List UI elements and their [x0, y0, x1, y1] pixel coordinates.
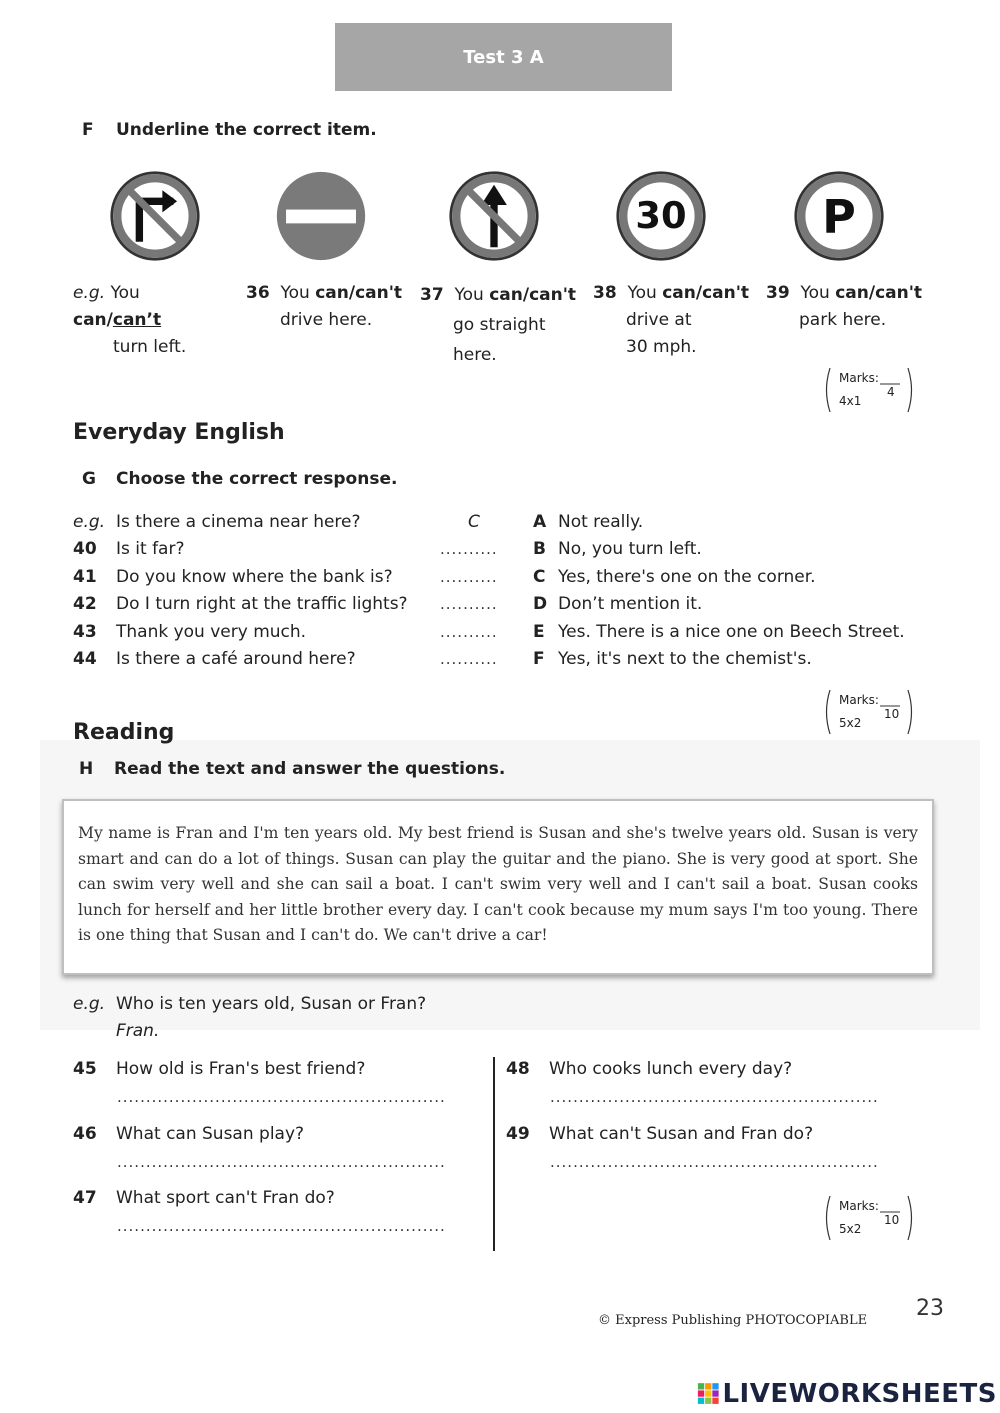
list-item: B No, you turn left.: [533, 539, 702, 560]
marks-box-f: Marks: 4x1 4: [822, 366, 916, 414]
list-item: A Not really.: [533, 512, 644, 532]
answer-blank-43[interactable]: ..........: [440, 622, 498, 641]
list-item: e.g. Is there a cinema near here?: [73, 512, 361, 532]
section-f-letter: F: [82, 120, 94, 140]
sign-item-39: 39 You can/can't park here.: [766, 283, 923, 330]
option-cant[interactable]: can't: [875, 283, 923, 303]
answer-line-49[interactable]: .........................................................: [550, 1153, 879, 1171]
answer-blank-44[interactable]: ..........: [440, 650, 498, 669]
option-cant[interactable]: can't: [702, 283, 750, 303]
option-can[interactable]: can: [489, 285, 523, 305]
section-h-letter: H: [79, 759, 94, 779]
answer-line-48[interactable]: .........................................................: [550, 1088, 879, 1106]
list-item: 44 Is there a café around here?: [73, 649, 356, 670]
list-item: 43 Thank you very much.: [73, 621, 307, 642]
reading-question-45: 45 How old is Fran's best friend?: [73, 1059, 366, 1079]
option-cant[interactable]: can't: [355, 283, 403, 303]
option-cant[interactable]: can’t: [112, 310, 162, 330]
no-entry-sign-icon: [275, 170, 367, 262]
answer-column: [440, 509, 510, 673]
test-title-banner: [335, 23, 672, 91]
question-list: [73, 509, 408, 673]
copyright-notice: © Express Publishing PHOTOCOPIABLE: [598, 1313, 868, 1328]
sign-item-36: 36 You can/can't drive here.: [246, 283, 403, 330]
option-can[interactable]: can: [835, 283, 869, 303]
answer-blank-41[interactable]: ..........: [440, 567, 498, 586]
marks-box-h: Marks: 5x2 10: [822, 1194, 916, 1242]
speed-limit-30-sign-icon: [615, 170, 707, 262]
speed-limit-value: 30: [635, 193, 687, 237]
list-item: F Yes, it's next to the chemist's.: [533, 649, 812, 670]
parking-sign-icon: [793, 170, 885, 262]
page-number: 23: [916, 1296, 944, 1321]
option-can[interactable]: can: [73, 310, 107, 330]
liveworksheets-logo[interactable]: [697, 1378, 997, 1410]
answer-line-47[interactable]: .........................................................: [117, 1217, 446, 1235]
list-item: 40 Is it far?: [73, 539, 185, 560]
option-can[interactable]: can: [662, 283, 696, 303]
list-item: C Yes, there's one on the corner.: [533, 566, 816, 587]
section-h-instruction: Read the text and answer the questions.: [114, 759, 506, 779]
answer-blank-42[interactable]: ..........: [440, 595, 498, 614]
reading-example: e.g. Who is ten years old, Susan or Fran? Fran.: [73, 994, 427, 1041]
list-item: D Don’t mention it.: [533, 594, 703, 615]
column-divider: [493, 1057, 495, 1251]
list-item: E Yes. There is a nice one on Beech Street.: [533, 621, 905, 642]
response-list: [533, 509, 905, 673]
liveworksheets-logo-icon: [697, 1381, 720, 1407]
section-g-instruction: Choose the correct response.: [116, 469, 398, 489]
example-answer: C: [468, 512, 480, 532]
answer-blank-40[interactable]: ..........: [440, 540, 498, 559]
parking-letter: P: [822, 189, 856, 244]
section-f-instruction: Underline the correct item.: [116, 120, 377, 140]
sign-item-37: 37 You can/can't go straight here.: [420, 285, 577, 365]
sign-item-38: 38 You can/can't drive at 30 mph.: [593, 283, 750, 357]
list-item: 41 Do you know where the bank is?: [73, 566, 393, 587]
liveworksheets-brand: LIVEWORKSHEETS: [722, 1379, 997, 1409]
everyday-english-title: Everyday English: [73, 420, 285, 445]
reading-question-47: 47 What sport can't Fran do?: [73, 1188, 335, 1208]
no-left-turn-sign-icon: [109, 170, 201, 262]
list-item: 42 Do I turn right at the traffic lights?: [73, 594, 408, 615]
marks-box-g: Marks: 5x2 10: [822, 688, 916, 736]
option-can[interactable]: can: [315, 283, 349, 303]
answer-line-45[interactable]: .........................................................: [117, 1088, 446, 1106]
reading-passage: My name is Fran and I'm ten years old. My best friend is Susan and she's twelve years old. Susan is very smart and can do a lot of things. Susan can play the guitar and the piano. She is very good at sport. She can swim very well and she can sail a boat. I can't swim very well and I can't sail a boat. Susan cooks lunch for herself and her little brother every day. I can't cook because my mum says I'm too young. There is one thing that Susan and I can't do. We can't drive a car!: [78, 824, 918, 945]
reading-question-46: 46 What can Susan play?: [73, 1124, 305, 1144]
reading-question-48: 48 Who cooks lunch every day?: [506, 1059, 793, 1079]
section-g-letter: G: [82, 469, 96, 489]
reading-passage-box: [62, 799, 934, 975]
sign-item-eg: e.g. You can/can’t turn left.: [73, 283, 187, 357]
option-cant[interactable]: can't: [529, 285, 577, 305]
reading-title: Reading: [73, 720, 175, 745]
no-straight-ahead-sign-icon: [448, 170, 540, 262]
reading-question-49: 49 What can't Susan and Fran do?: [506, 1124, 814, 1144]
test-title: Test 3 A: [463, 46, 544, 68]
answer-line-46[interactable]: .........................................................: [117, 1153, 446, 1171]
